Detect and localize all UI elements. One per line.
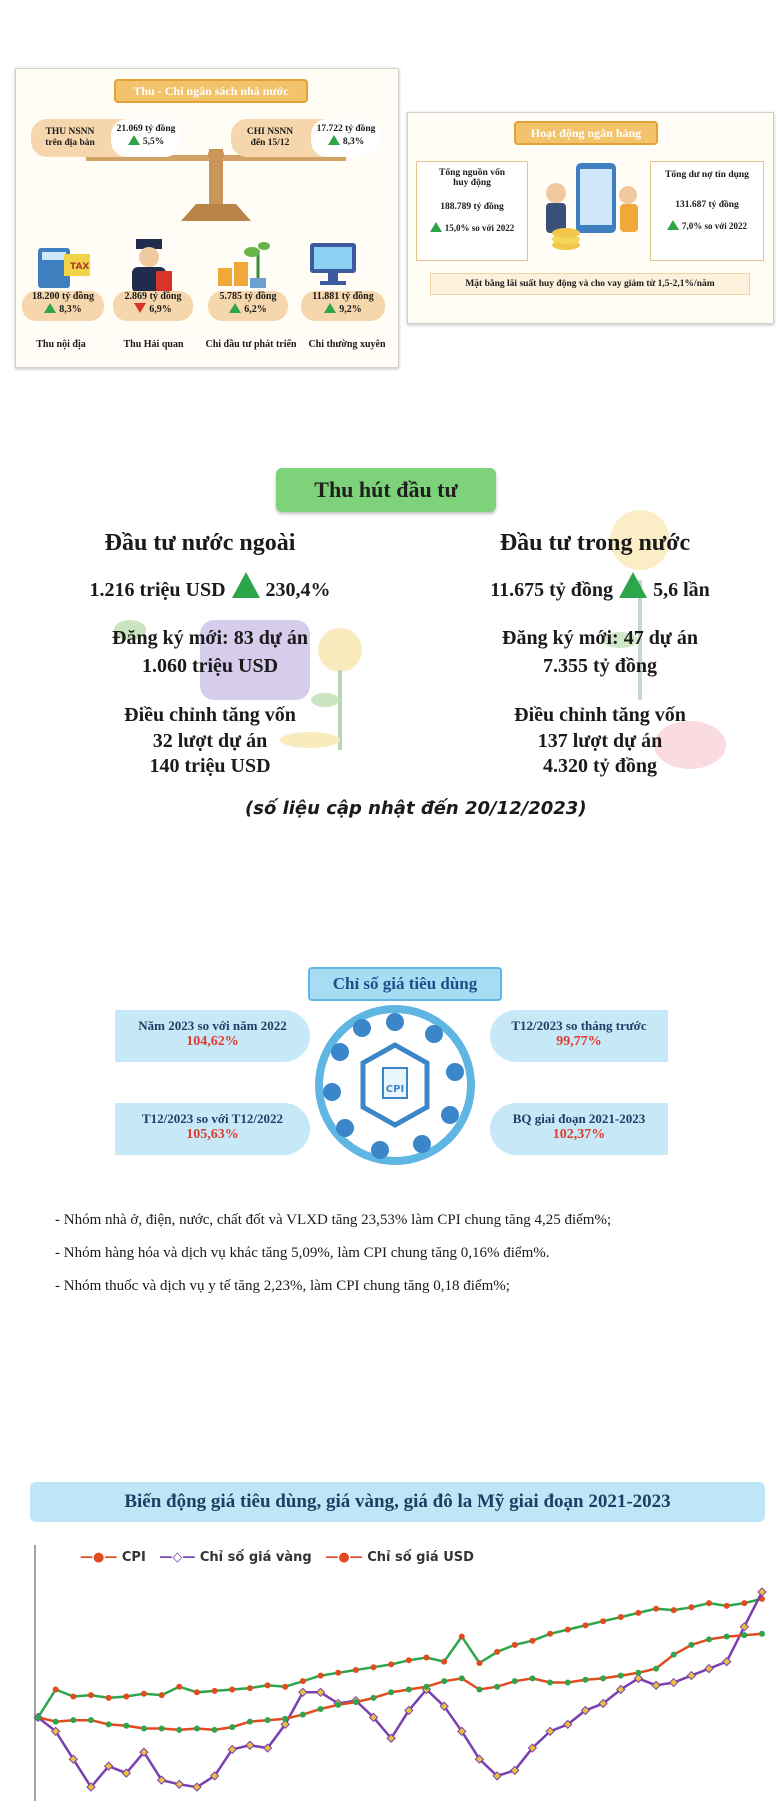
expense-value: 17.722 tỷ đồng — [316, 124, 376, 134]
revenue-label-2: trên địa bàn — [45, 138, 95, 148]
foreign-adj-1: Điều chỉnh tăng vốn — [124, 704, 296, 726]
point-usd — [371, 1695, 377, 1701]
point-gold — [175, 1780, 183, 1788]
point-usd — [406, 1687, 412, 1693]
point-cpi — [371, 1664, 377, 1670]
foreign-heading: Đầu tư nước ngoài — [104, 530, 296, 556]
point-cpi — [653, 1606, 659, 1612]
down-arrow-icon — [134, 303, 146, 313]
up-arrow-icon — [667, 220, 679, 230]
point-usd — [318, 1706, 324, 1712]
point-cpi — [388, 1661, 394, 1667]
revenue-change: 5,5% — [142, 137, 165, 147]
money-plant-icon — [214, 234, 270, 292]
domestic-new-1: Đăng ký mới: 47 dự án — [502, 627, 698, 649]
cpi-box-value: 105,63% — [186, 1127, 239, 1142]
revenue-value: 21.069 tỷ đồng — [116, 124, 176, 134]
domestic-adj-1: Điều chỉnh tăng vốn — [514, 704, 686, 726]
credit-label: Tổng dư nợ tín dụng — [665, 170, 749, 180]
svg-text:TAX: TAX — [70, 262, 90, 272]
point-cpi — [600, 1618, 606, 1624]
item-value: 11.881 tỷ đồng — [312, 291, 374, 302]
point-usd — [247, 1719, 253, 1725]
point-usd — [724, 1634, 730, 1640]
foreign-adj-3: 140 triệu USD — [149, 755, 271, 777]
point-cpi — [441, 1659, 447, 1665]
point-usd — [282, 1716, 288, 1722]
foreign-total: 1.216 triệu USD — [89, 579, 226, 601]
point-cpi — [494, 1649, 500, 1655]
domestic-adj-3: 4.320 tỷ đồng — [543, 755, 657, 777]
revenue-label-1: THU NSNN — [45, 127, 95, 137]
legend-gold-swatch: —◇— — [159, 1550, 196, 1565]
legend-cpi-swatch: —●— — [80, 1550, 118, 1565]
point-usd — [671, 1652, 677, 1658]
point-usd — [335, 1702, 341, 1708]
deposit-change: 15,0% so với 2022 — [444, 223, 515, 233]
legend-gold-label: Chỉ số giá vàng — [199, 1550, 312, 1565]
up-arrow-icon — [232, 572, 260, 598]
cpi-bullet: - Nhóm nhà ở, điện, nước, chất đốt và VLXD tăng 23,53% làm CPI chung tăng 4,25 điểm%; — [55, 1212, 612, 1228]
item-caption: Thu Hải quan — [123, 339, 184, 350]
series-line-gold — [38, 1592, 762, 1787]
up-arrow-icon — [44, 303, 56, 313]
cpi-center-label: CPI — [385, 1084, 405, 1095]
cpi-title: Chỉ số giá tiêu dùng — [308, 967, 502, 1001]
point-usd — [653, 1666, 659, 1672]
point-usd — [212, 1727, 218, 1733]
expense-label-2: đến 15/12 — [250, 138, 290, 148]
point-cpi — [618, 1614, 624, 1620]
point-cpi — [229, 1687, 235, 1693]
domestic-new-2: 7.355 tỷ đồng — [543, 655, 657, 677]
point-cpi — [353, 1667, 359, 1673]
item-pill-regular — [301, 291, 385, 321]
cpi-bullet: - Nhóm hàng hóa và dịch vụ khác tăng 5,09%, làm CPI chung tăng 0,16% điểm%. — [55, 1245, 550, 1261]
point-cpi — [476, 1660, 482, 1666]
series-line-cpi — [38, 1599, 762, 1718]
item-pill-customs — [113, 291, 193, 321]
cpi-box-value: 102,37% — [552, 1127, 606, 1142]
expense-label-1: CHI NSNN — [246, 127, 294, 137]
point-cpi — [741, 1600, 747, 1606]
cpi-box-value: 99,77% — [556, 1034, 602, 1049]
foreign-total-row — [60, 572, 360, 603]
point-cpi — [88, 1692, 94, 1698]
cpi-wheel-icon — [310, 1000, 480, 1170]
legend-usd-swatch: —●— — [325, 1550, 363, 1565]
point-cpi — [247, 1685, 253, 1691]
point-usd — [494, 1684, 500, 1690]
point-cpi — [547, 1631, 553, 1637]
point-cpi — [282, 1684, 288, 1690]
point-usd — [441, 1678, 447, 1684]
item-caption: Thu nội địa — [36, 339, 86, 350]
customs-officer-icon — [126, 237, 176, 293]
point-usd — [106, 1721, 112, 1727]
cpi-box-dec — [115, 1103, 310, 1155]
tax-calculator-icon — [34, 244, 94, 292]
domestic-adj-2: 137 lượt dự án — [537, 730, 663, 752]
foreign-growth: 230,4% — [265, 579, 331, 601]
point-usd — [618, 1673, 624, 1679]
point-cpi — [635, 1610, 641, 1616]
point-cpi — [671, 1607, 677, 1613]
point-usd — [88, 1717, 94, 1723]
point-cpi — [335, 1670, 341, 1676]
foreign-adj-2: 32 lượt dự án — [152, 730, 268, 752]
point-usd — [123, 1723, 129, 1729]
point-usd — [176, 1727, 182, 1733]
update-note: (số liệu cập nhật đến 20/12/2023) — [245, 798, 587, 819]
up-arrow-icon — [619, 572, 647, 598]
up-arrow-icon — [128, 135, 140, 145]
point-usd — [565, 1680, 571, 1686]
foreign-new-1: Đăng ký mới: 83 dự án — [112, 627, 308, 649]
legend-usd-label: Chỉ số giá USD — [367, 1550, 474, 1565]
credit-box — [650, 161, 764, 261]
cpi-box-value: 104,62% — [186, 1034, 239, 1049]
cpi-box-label: Năm 2023 so với năm 2022 — [138, 1018, 287, 1033]
cpi-box-label: T12/2023 so tháng trước — [511, 1018, 647, 1033]
interest-note: Mặt bằng lãi suất huy động và cho vay giảm từ 1,5-2,1%/năm — [430, 273, 750, 295]
point-usd — [688, 1642, 694, 1648]
point-usd — [476, 1687, 482, 1693]
cpi-box-average — [490, 1103, 668, 1155]
deposit-label-1: Tổng nguồn vốn — [438, 168, 505, 178]
price-line-chart — [30, 1535, 770, 1801]
point-usd — [353, 1699, 359, 1705]
point-cpi — [265, 1682, 271, 1688]
cpi-bullet: - Nhóm thuốc và dịch vụ y tế tăng 2,23%, làm CPI chung tăng 0,18 điểm%; — [55, 1278, 510, 1294]
item-change: 6,2% — [244, 304, 267, 315]
point-cpi — [123, 1693, 129, 1699]
chart-title: Biến động giá tiêu dùng, giá vàng, giá đô la Mỹ giai đoạn 2021-2023 — [30, 1482, 765, 1522]
point-usd — [759, 1631, 765, 1637]
point-usd — [741, 1632, 747, 1638]
investment-title: Thu hút đầu tư — [276, 468, 496, 512]
item-value: 18.200 tỷ đồng — [32, 291, 94, 302]
item-caption: Chi đầu tư phát triển — [205, 339, 297, 350]
item-change: 8,3% — [59, 304, 82, 315]
budget-panel — [15, 68, 399, 368]
point-cpi — [318, 1673, 324, 1679]
bank-title: Hoạt động ngân hàng — [514, 121, 658, 145]
point-usd — [194, 1726, 200, 1732]
computer-icon — [306, 239, 362, 291]
point-cpi — [724, 1603, 730, 1609]
up-arrow-icon — [328, 135, 340, 145]
item-pill-investment — [208, 291, 288, 321]
point-cpi — [141, 1691, 147, 1697]
up-arrow-icon — [324, 303, 336, 313]
point-usd — [141, 1726, 147, 1732]
expense-pill — [231, 119, 381, 157]
domestic-heading: Đầu tư trong nước — [499, 530, 691, 556]
balance-scale-icon — [76, 149, 356, 224]
domestic-total: 11.675 tỷ đồng — [490, 579, 614, 601]
point-usd — [582, 1677, 588, 1683]
budget-title: Thu - Chi ngân sách nhà nước — [114, 79, 308, 103]
deposit-box — [416, 161, 528, 261]
point-cpi — [423, 1654, 429, 1660]
point-usd — [423, 1684, 429, 1690]
up-arrow-icon — [229, 303, 241, 313]
deposit-value: 188.789 tỷ đồng — [440, 202, 504, 212]
domestic-total-row — [450, 572, 750, 603]
point-usd — [600, 1675, 606, 1681]
point-cpi — [565, 1627, 571, 1633]
legend-cpi-label: CPI — [121, 1550, 146, 1565]
point-usd — [53, 1719, 59, 1725]
point-cpi — [406, 1657, 412, 1663]
cpi-box-label: BQ giai đoạn 2021-2023 — [512, 1111, 646, 1126]
item-pill-domestic — [22, 291, 104, 321]
point-cpi — [106, 1695, 112, 1701]
domestic-growth: 5,6 lần — [653, 579, 710, 601]
point-usd — [35, 1714, 41, 1720]
point-cpi — [53, 1687, 59, 1693]
point-gold — [687, 1672, 695, 1680]
point-cpi — [176, 1684, 182, 1690]
point-cpi — [529, 1638, 535, 1644]
point-usd — [388, 1689, 394, 1695]
item-change: 6,9% — [149, 304, 172, 315]
point-cpi — [706, 1600, 712, 1606]
item-value: 5.785 tỷ đồng — [219, 291, 277, 302]
point-cpi — [582, 1622, 588, 1628]
foreign-new-2: 1.060 triệu USD — [141, 655, 279, 677]
point-gold — [652, 1681, 660, 1689]
point-cpi — [159, 1692, 165, 1698]
revenue-pill — [31, 119, 181, 157]
bank-panel — [407, 112, 774, 324]
item-value: 2.869 tỷ đồng — [124, 291, 182, 302]
point-gold — [670, 1679, 678, 1687]
point-cpi — [300, 1678, 306, 1684]
point-usd — [300, 1712, 306, 1718]
up-arrow-icon — [430, 222, 442, 232]
cpi-box-monthly — [490, 1010, 668, 1062]
point-usd — [70, 1717, 76, 1723]
point-usd — [635, 1670, 641, 1676]
point-usd — [512, 1678, 518, 1684]
point-gold — [246, 1741, 254, 1749]
point-usd — [229, 1724, 235, 1730]
point-cpi — [459, 1634, 465, 1640]
point-cpi — [688, 1604, 694, 1610]
point-gold — [705, 1665, 713, 1673]
cpi-box-yearly — [115, 1010, 310, 1062]
credit-change: 7,0% so với 2022 — [682, 221, 747, 231]
banking-illustration-icon — [536, 153, 646, 263]
credit-value: 131.687 tỷ đồng — [675, 200, 739, 210]
point-usd — [159, 1726, 165, 1732]
item-caption: Chi thường xuyên — [308, 339, 386, 350]
deposit-label-2: huy động — [453, 178, 491, 188]
point-usd — [706, 1636, 712, 1642]
cpi-box-label: T12/2023 so với T12/2022 — [142, 1111, 283, 1126]
point-usd — [547, 1680, 553, 1686]
expense-change: 8,3% — [342, 137, 365, 147]
point-cpi — [70, 1693, 76, 1699]
point-usd — [529, 1675, 535, 1681]
point-usd — [459, 1675, 465, 1681]
item-change: 9,2% — [339, 304, 362, 315]
point-cpi — [512, 1642, 518, 1648]
series-line-usd — [38, 1634, 762, 1730]
point-usd — [265, 1717, 271, 1723]
point-cpi — [194, 1689, 200, 1695]
point-cpi — [212, 1688, 218, 1694]
